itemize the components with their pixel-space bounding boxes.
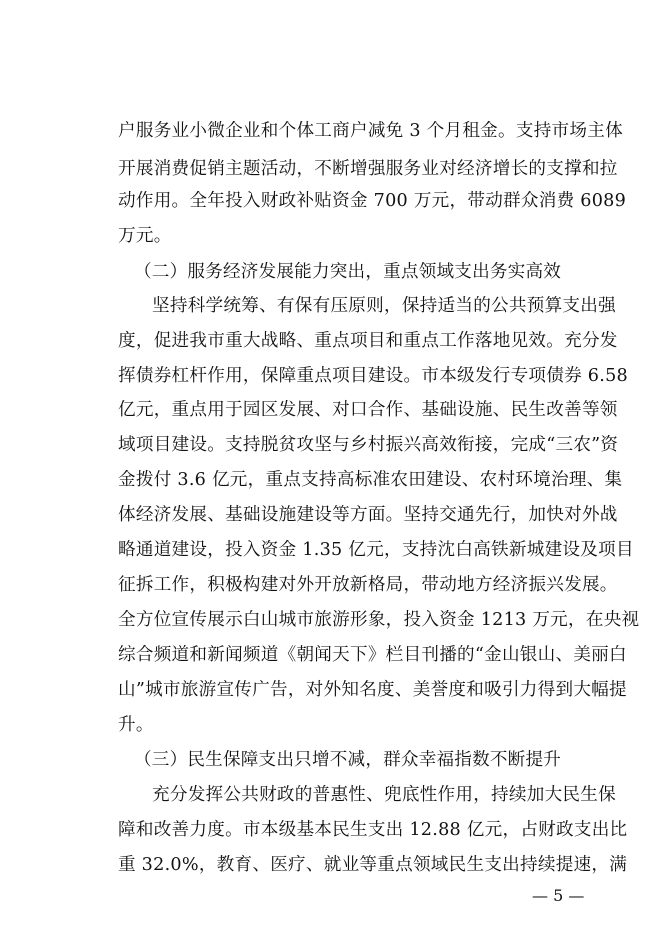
section-heading-2: （二）服务经济发展能力突出，重点领域支出务实高效 — [134, 262, 562, 282]
paragraph-line: 重 32.0%，教育、医疗、就业等重点领域民生支出持续提速，满 — [118, 855, 628, 875]
paragraph-line: 域项目建设。支持脱贫攻坚与乡村振兴高效衔接，完成“三农”资 — [118, 435, 619, 455]
paragraph-line: 升。 — [118, 715, 154, 735]
paragraph-line: 动作用。全年投入财政补贴资金 700 万元，带动群众消费 6089 — [118, 191, 627, 211]
paragraph-line: 综合频道和新闻频道《朝闻天下》栏目刊播的“金山银山、美丽白 — [118, 645, 627, 665]
paragraph-line: 全方位宣传展示白山城市旅游形象，投入资金 1213 万元，在央视 — [118, 610, 640, 630]
paragraph-line: 充分发挥公共财政的普惠性、兜底性作用，持续加大民生保 — [152, 785, 616, 805]
paragraph-line: 略通道建设，投入资金 1.35 亿元，支持沈白高铁新城建设及项目 — [118, 540, 634, 560]
paragraph-line: 障和改善力度。市本级基本民生支出 12.88 亿元，占财政支出比 — [118, 820, 628, 840]
paragraph-line: 开展消费促销主题活动，不断增强服务业对经济增长的支撑和拉 — [118, 159, 618, 179]
paragraph-line: 度，促进我市重大战略、重点项目和重点工作落地见效。充分发 — [118, 331, 618, 351]
paragraph-line: 征拆工作，积极构建对外开放新格局，带动地方经济振兴发展。 — [118, 575, 618, 595]
paragraph-line: 亿元，重点用于园区发展、对口合作、基础设施、民生改善等领 — [118, 400, 618, 420]
paragraph-line: 体经济发展、基础设施建设等方面。坚持交通先行，加快对外战 — [118, 505, 618, 525]
page-number: — 5 — — [532, 886, 585, 905]
paragraph-line: 万元。 — [118, 226, 172, 246]
paragraph-line: 户服务业小微企业和个体工商户减免 3 个月租金。支持市场主体 — [118, 121, 623, 141]
paragraph-line: 坚持科学统筹、有保有压原则，保持适当的公共预算支出强 — [152, 296, 616, 316]
paragraph-line: 金拨付 3.6 亿元，重点支持高标准农田建设、农村环境治理、集 — [118, 470, 623, 490]
paragraph-line: 山”城市旅游宣传广告，对外知名度、美誉度和吸引力得到大幅提 — [118, 680, 627, 700]
paragraph-line: 挥债券杠杆作用，保障重点项目建设。市本级发行专项债券 6.58 — [118, 366, 628, 386]
section-heading-3: （三）民生保障支出只增不减，群众幸福指数不断提升 — [134, 750, 562, 770]
